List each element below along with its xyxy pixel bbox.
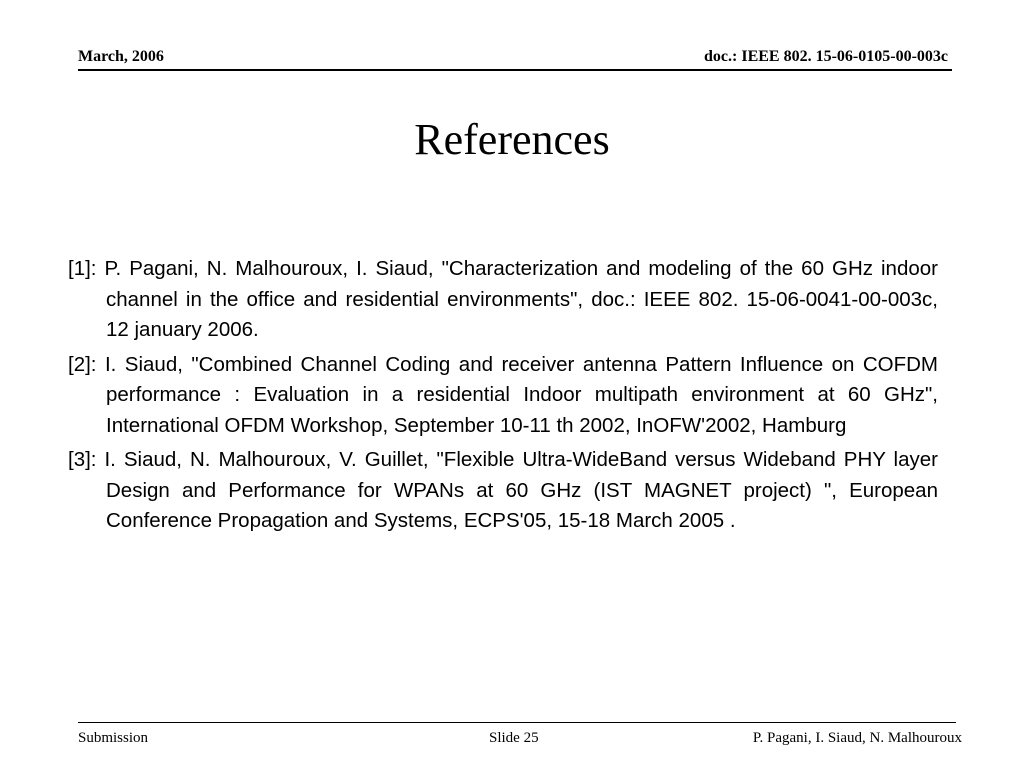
footer-divider <box>78 722 956 723</box>
footer-slide-number: Slide 25 <box>489 730 539 746</box>
header-divider <box>78 69 952 71</box>
slide-title: References <box>414 115 610 164</box>
header-date: March, 2006 <box>78 48 164 65</box>
reference-item-1: [1]: P. Pagani, N. Malhouroux, I. Siaud, "Characterization and modeling of the 60 GHz indoor channel in the office and residential environments", doc.: IEEE 802. 15-06-0041-00-003c, 12 january 2006. <box>68 257 938 341</box>
reference-item-3: [3]: I. Siaud, N. Malhouroux, V. Guillet, "Flexible Ultra-WideBand versus Wideband PHY layer Design and Performance for WPANs at 60 GHz (IST MAGNET project) ", European Conference Propagation and Systems, ECPS'05, 15-18 March 2005 . <box>68 448 938 532</box>
slide-header <box>78 44 948 70</box>
reference-item-2: [2]: I. Siaud, "Combined Channel Coding and receiver antenna Pattern Influence on COFDM performance : Evaluation in a residential Indoor multipath environment at 60 GHz", International OFDM Workshop, September 10-11 th 2002, InOFW'2002, Hamburg <box>68 352 938 437</box>
footer-authors: P. Pagani, I. Siaud, N. Malhouroux <box>752 730 962 746</box>
references-list <box>68 254 938 541</box>
footer-submission: Submission <box>78 730 149 746</box>
header-doc-id: doc.: IEEE 802. 15-06-0105-00-003c <box>704 48 948 65</box>
